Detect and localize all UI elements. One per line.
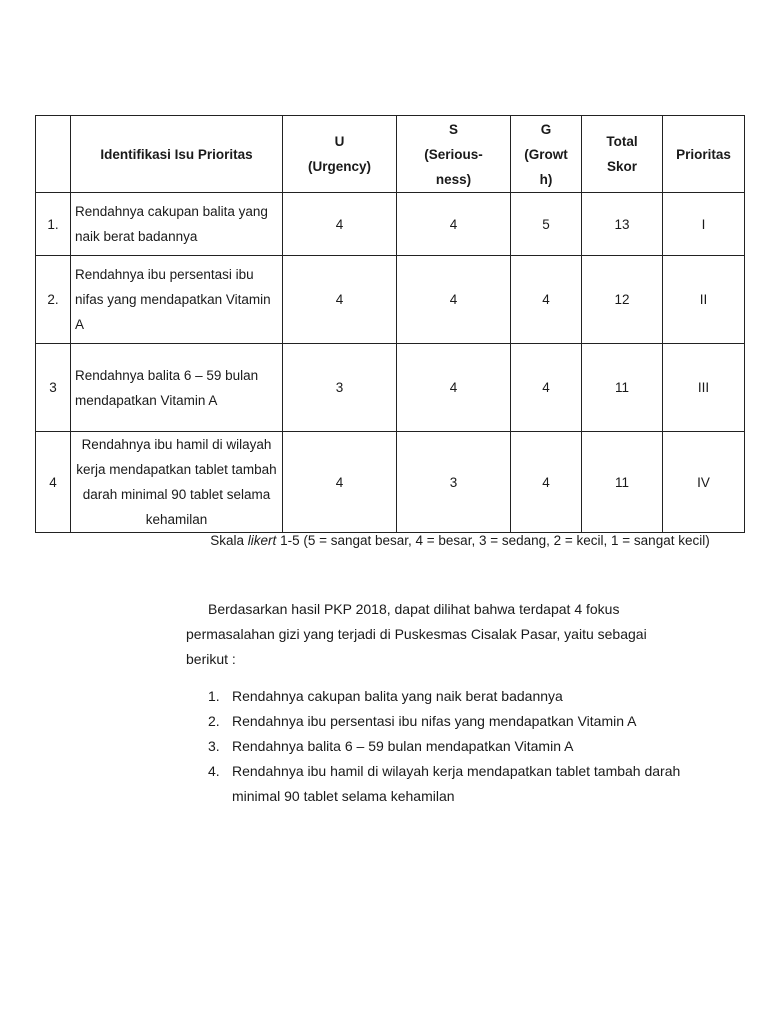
row-priority: III (663, 344, 745, 432)
row-priority: IV (663, 432, 745, 533)
header-growth: G (Growt h) (511, 116, 582, 193)
header-priority: Prioritas (663, 116, 745, 193)
row-seriousness: 3 (397, 432, 511, 533)
list-marker: 2. (208, 713, 220, 729)
row-seriousness: 4 (397, 344, 511, 432)
list-item (186, 734, 686, 759)
row-priority: II (663, 256, 745, 344)
row-urgency: 4 (283, 256, 397, 344)
table-row (36, 344, 745, 432)
row-issue: Rendahnya ibu persentasi ibu nifas yang mendapatkan Vitamin A (71, 256, 283, 344)
header-seriousness: S (Serious- ness) (397, 116, 511, 193)
intro-paragraph: Berdasarkan hasil PKP 2018, dapat dilihat bahwa terdapat 4 fokus permasalahan gizi yang terjadi di Puskesmas Cisalak Pasar, yaitu sebagai berikut : (186, 601, 647, 667)
priority-table (35, 115, 745, 533)
row-number: 4 (36, 432, 71, 533)
row-issue: Rendahnya cakupan balita yang naik berat badannya (71, 193, 283, 256)
list-item (186, 759, 686, 809)
row-issue: Rendahnya balita 6 – 59 bulan mendapatkan Vitamin A (71, 344, 283, 432)
row-total: 11 (582, 344, 663, 432)
list-item (186, 709, 686, 734)
header-issue: Identifikasi Isu Prioritas (71, 116, 283, 193)
list-marker: 3. (208, 738, 220, 754)
header-total-score: Total Skor (582, 116, 663, 193)
scale-caption: Skala likert 1-5 (5 = sangat besar, 4 = besar, 3 = sedang, 2 = kecil, 1 = sangat kecil) (210, 533, 710, 548)
row-urgency: 3 (283, 344, 397, 432)
row-urgency: 4 (283, 432, 397, 533)
header-urgency: U (Urgency) (283, 116, 397, 193)
table-header-row (36, 116, 745, 193)
row-total: 11 (582, 432, 663, 533)
row-growth: 5 (511, 193, 582, 256)
row-priority: I (663, 193, 745, 256)
row-growth: 4 (511, 432, 582, 533)
row-issue: Rendahnya ibu hamil di wilayah kerja mendapatkan tablet tambah darah minimal 90 tablet selama kehamilan (71, 432, 283, 533)
list-item-text: Rendahnya ibu persentasi ibu nifas yang mendapatkan Vitamin A (232, 713, 637, 729)
row-total: 13 (582, 193, 663, 256)
list-item (186, 684, 686, 709)
row-growth: 4 (511, 344, 582, 432)
list-marker: 4. (208, 763, 220, 779)
table-row (36, 193, 745, 256)
list-item-text: Rendahnya ibu hamil di wilayah kerja mendapatkan tablet tambah darah minimal 90 tablet selama kehamilan (232, 763, 681, 804)
row-number: 3 (36, 344, 71, 432)
list-marker: 1. (208, 688, 220, 704)
row-seriousness: 4 (397, 256, 511, 344)
row-total: 12 (582, 256, 663, 344)
focus-list (186, 684, 686, 809)
header-number (36, 116, 71, 193)
row-urgency: 4 (283, 193, 397, 256)
table-row (36, 432, 745, 533)
row-number: 2. (36, 256, 71, 344)
list-item-text: Rendahnya balita 6 – 59 bulan mendapatkan Vitamin A (232, 738, 574, 754)
row-growth: 4 (511, 256, 582, 344)
table-row (36, 256, 745, 344)
list-item-text: Rendahnya cakupan balita yang naik berat badannya (232, 688, 563, 704)
row-seriousness: 4 (397, 193, 511, 256)
row-number: 1. (36, 193, 71, 256)
